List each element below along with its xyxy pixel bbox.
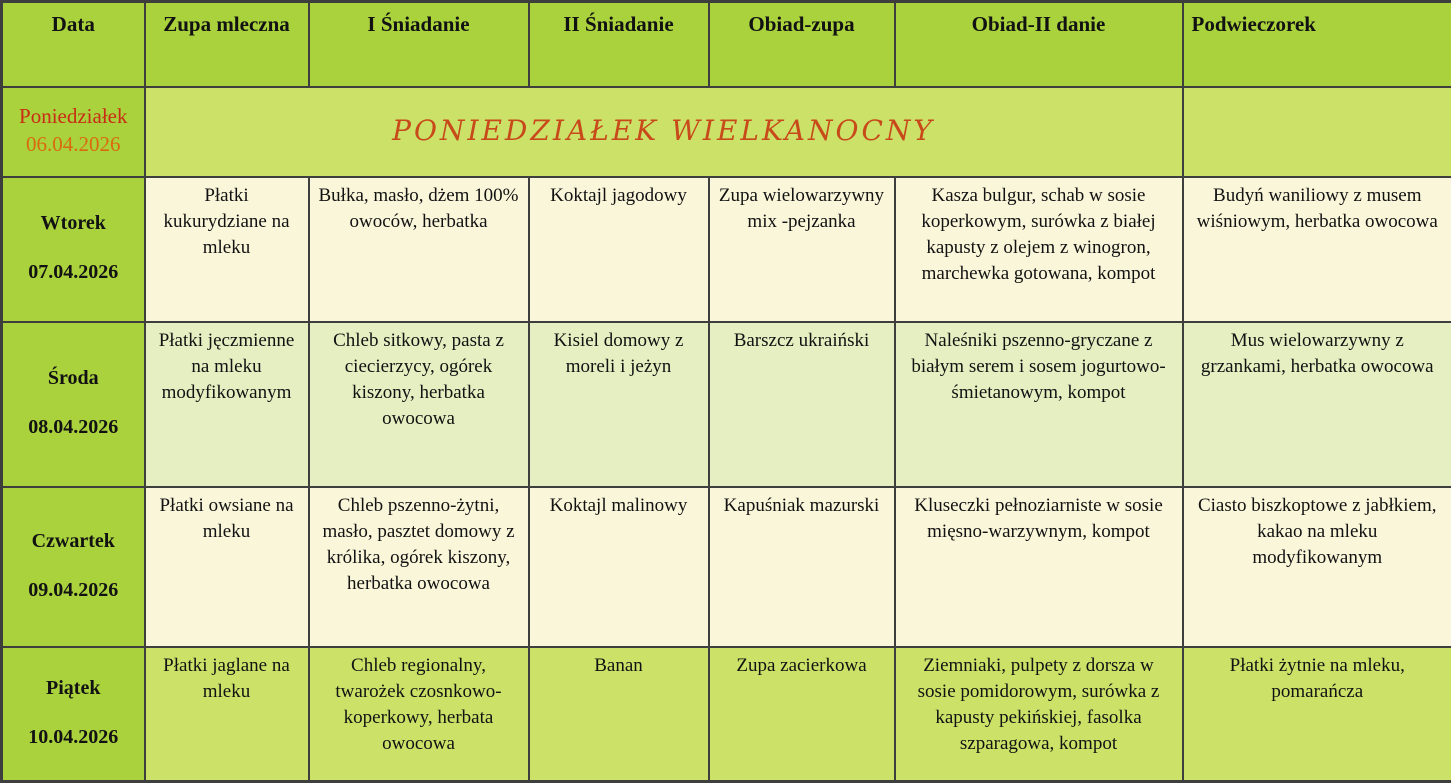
- date-label: 06.04.2026: [11, 132, 136, 157]
- meal-cell: Ciasto biszkoptowe z jabłkiem, kakao na mleku modyfikowanym: [1183, 487, 1451, 647]
- meal-cell: Płatki kukurydziane na mleku: [145, 177, 309, 322]
- meal-cell: Chleb sitkowy, pasta z ciecierzycy, ogórek kiszony, herbatka owocowa: [309, 322, 529, 487]
- col-header-i-sniadanie: I Śniadanie: [309, 2, 529, 87]
- meal-cell: Mus wielowarzywny z grzankami, herbatka owocowa: [1183, 322, 1451, 487]
- meal-cell: Naleśniki pszenno-gryczane z białym serem i sosem jogurtowo- śmietanowym, kompot: [895, 322, 1183, 487]
- meal-cell: Chleb regionalny, twarożek czosnkowo-koperkowy, herbata owocowa: [309, 647, 529, 782]
- meal-cell: Kisiel domowy z moreli i jeżyn: [529, 322, 709, 487]
- meal-cell: Kapuśniak mazurski: [709, 487, 895, 647]
- date-label: 10.04.2026: [11, 726, 136, 749]
- header-row: [2, 2, 1451, 87]
- date-cell-piatek: [2, 647, 145, 782]
- col-header-obiad-zupa: Obiad-zupa: [709, 2, 895, 87]
- row-piatek: [2, 647, 1451, 782]
- meal-cell: Barszcz ukraiński: [709, 322, 895, 487]
- day-label: Piątek: [46, 677, 100, 699]
- meal-cell: Płatki jęczmienne na mleku modyfikowanym: [145, 322, 309, 487]
- row-poniedzialek: [2, 87, 1451, 177]
- row-sroda: [2, 322, 1451, 487]
- date-cell-czwartek: [2, 487, 145, 647]
- meal-cell: Płatki owsiane na mleku: [145, 487, 309, 647]
- row-wtorek: [2, 177, 1451, 322]
- day-label: Poniedziałek: [19, 104, 127, 128]
- date-label: 08.04.2026: [11, 416, 136, 439]
- meal-cell: Kluseczki pełnoziarniste w sosie mięsno-warzywnym, kompot: [895, 487, 1183, 647]
- holiday-note: PONIEDZIAŁEK WIELKANOCNY: [392, 114, 935, 147]
- col-header-data: Data: [2, 2, 145, 87]
- meal-cell: Chleb pszenno-żytni, masło, pasztet domowy z królika, ogórek kiszony, herbatka owocowa: [309, 487, 529, 647]
- meal-cell: Płatki jaglane na mleku: [145, 647, 309, 782]
- day-label: Środa: [48, 367, 99, 389]
- date-cell-sroda: [2, 322, 145, 487]
- col-header-podwieczorek: Podwieczorek: [1183, 2, 1451, 87]
- meal-cell: Kasza bulgur, schab w sosie koperkowym, surówka z białej kapusty z olejem z winogron, marchewka gotowana, kompot: [895, 177, 1183, 322]
- day-label: Wtorek: [41, 212, 106, 234]
- meal-cell: Koktajl malinowy: [529, 487, 709, 647]
- meal-cell: Płatki żytnie na mleku, pomarańcza: [1183, 647, 1451, 782]
- meal-cell: Zupa zacierkowa: [709, 647, 895, 782]
- meal-cell: Budyń waniliowy z musem wiśniowym, herbatka owocowa: [1183, 177, 1451, 322]
- holiday-empty-cell: [1183, 87, 1451, 177]
- meal-cell: Ziemniaki, pulpety z dorsza w sosie pomidorowym, surówka z kapusty pekińskiej, fasolka szparagowa, kompot: [895, 647, 1183, 782]
- date-label: 09.04.2026: [11, 579, 136, 602]
- row-czwartek: [2, 487, 1451, 647]
- meal-cell: Zupa wielowarzywny mix -pejzanka: [709, 177, 895, 322]
- meal-cell: Koktajl jagodowy: [529, 177, 709, 322]
- date-cell-poniedzialek: [2, 87, 145, 177]
- col-header-ii-sniadanie: II Śniadanie: [529, 2, 709, 87]
- date-label: 07.04.2026: [11, 261, 136, 284]
- holiday-merged-cell: [145, 87, 1183, 177]
- day-label: Czwartek: [32, 530, 115, 552]
- col-header-obiad-ii-danie: Obiad-II danie: [895, 2, 1183, 87]
- date-cell-wtorek: [2, 177, 145, 322]
- col-header-zupa-mleczna: Zupa mleczna: [145, 2, 309, 87]
- meal-cell: Banan: [529, 647, 709, 782]
- meal-cell: Bułka, masło, dżem 100% owoców, herbatka: [309, 177, 529, 322]
